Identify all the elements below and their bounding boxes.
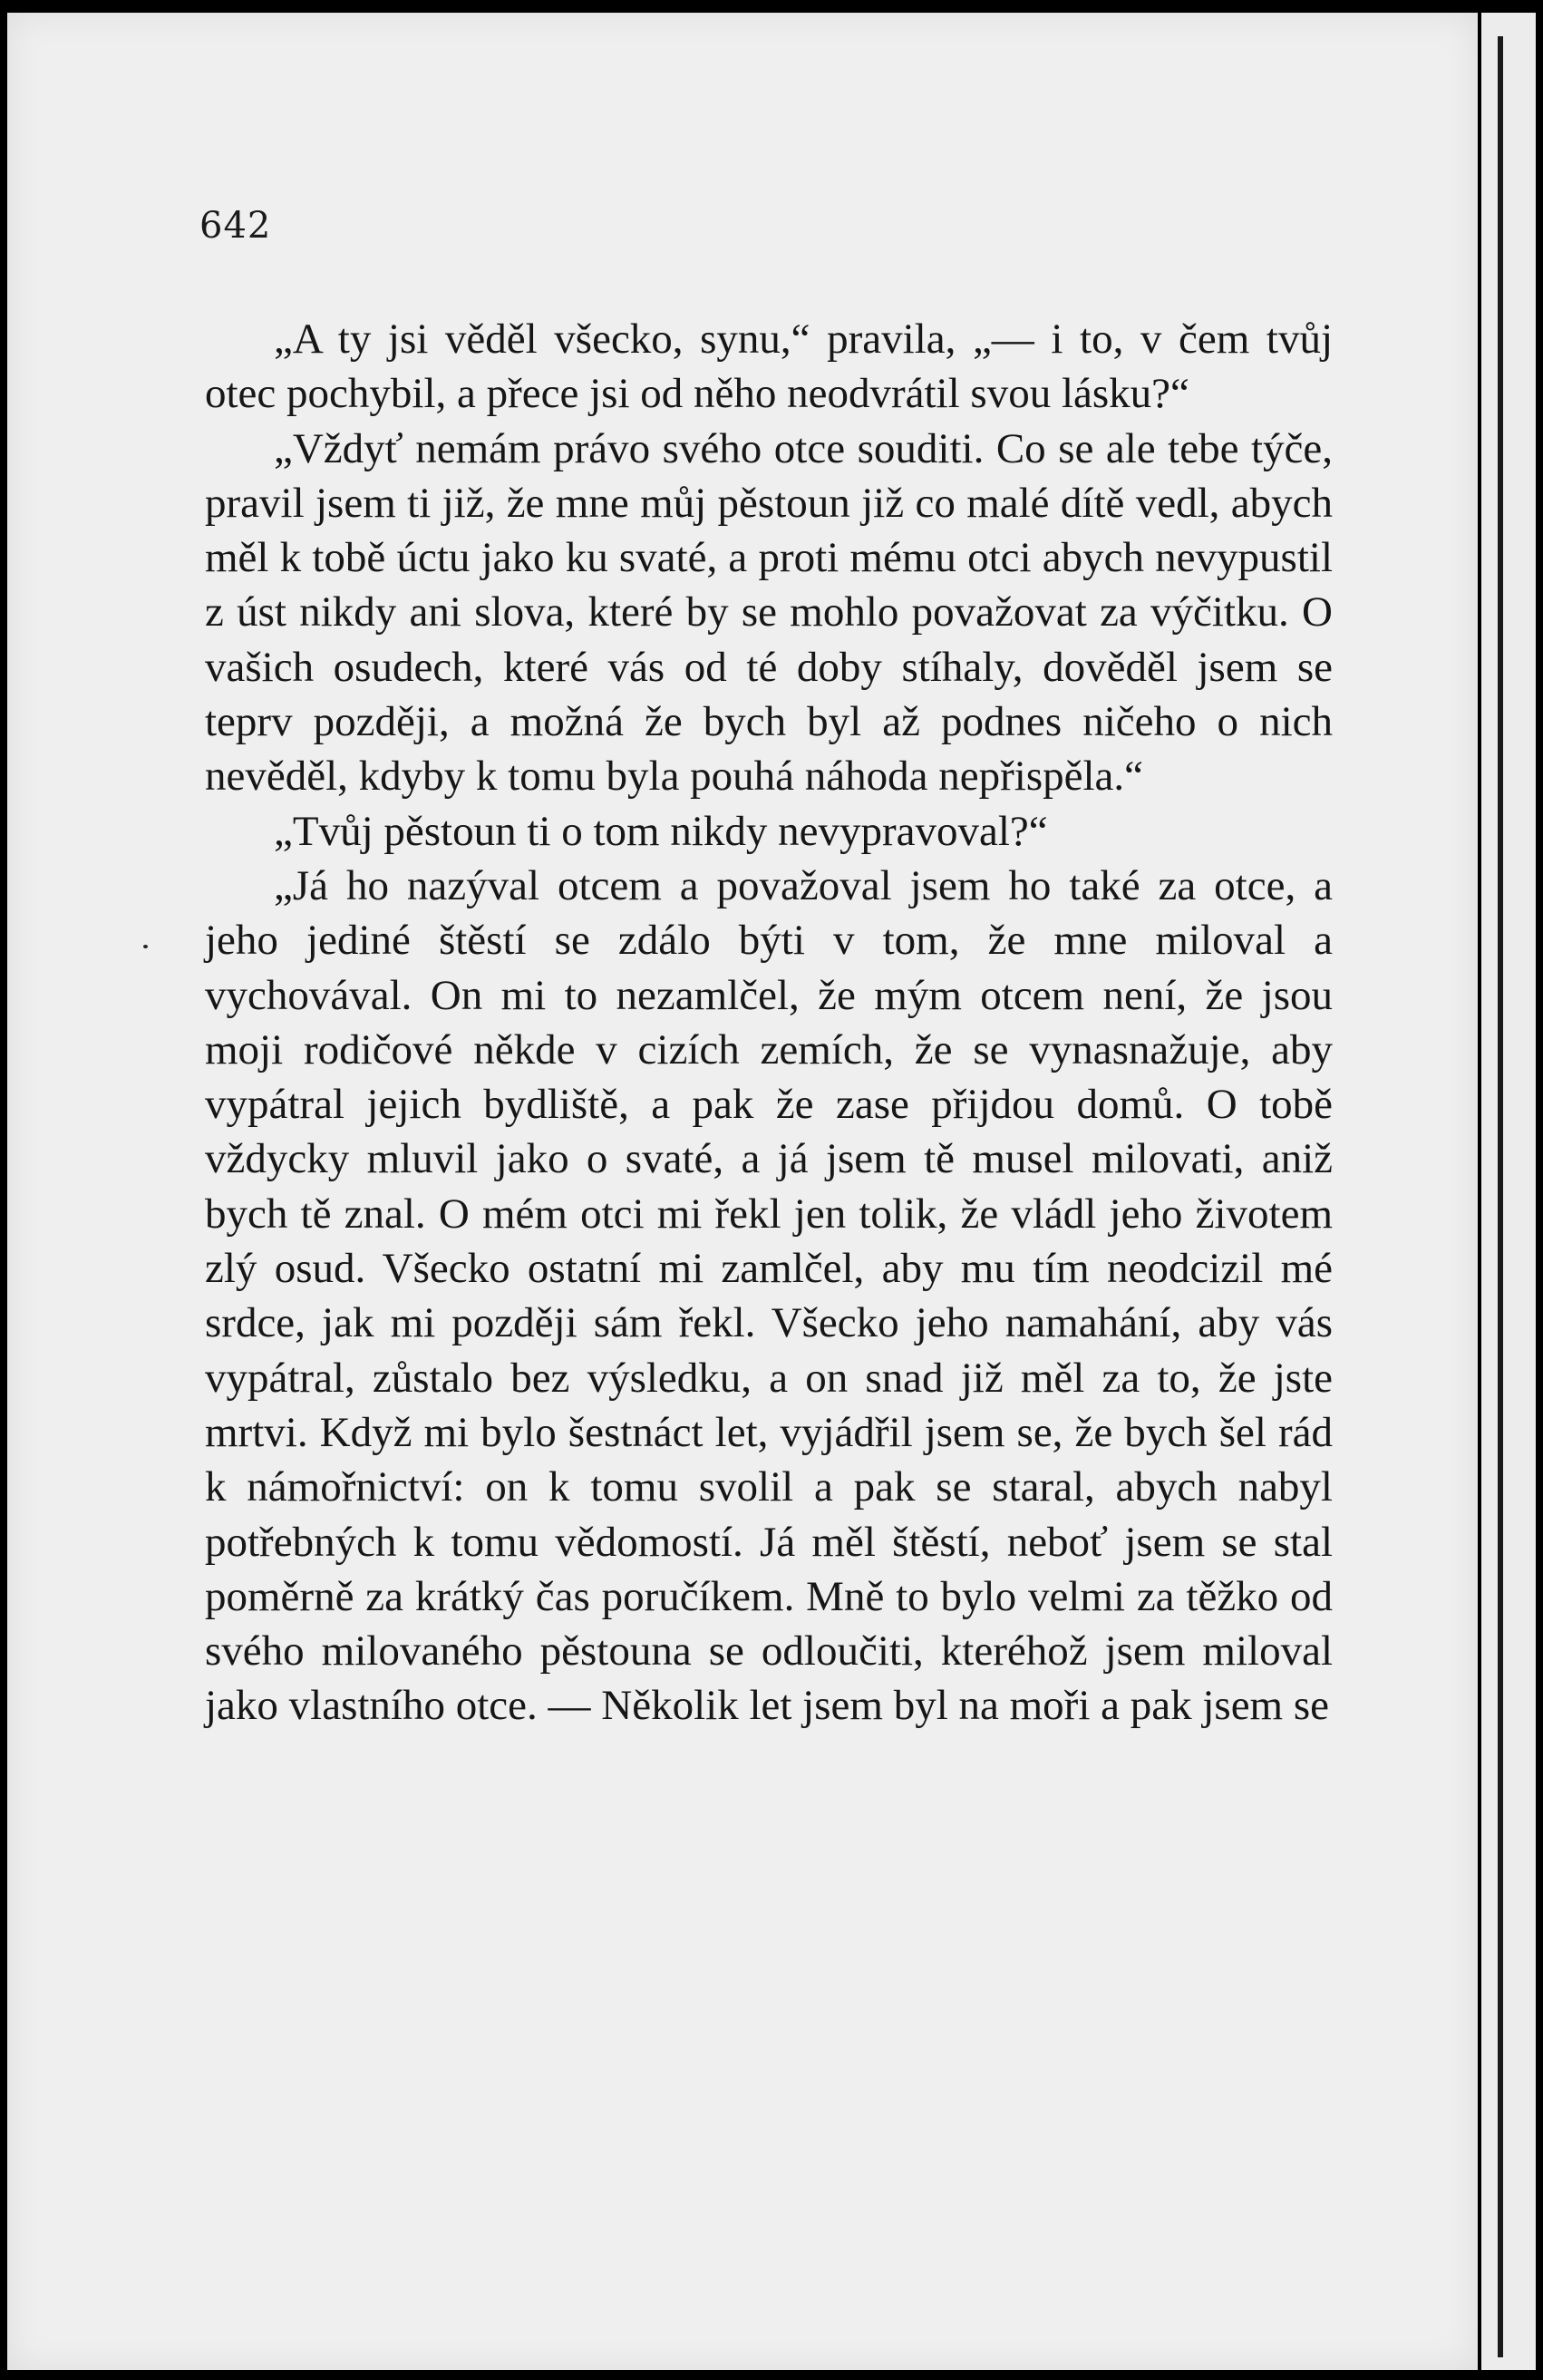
page-number: 642 <box>199 205 272 247</box>
scan-speck <box>143 945 148 948</box>
paragraph-1: „A ty jsi věděl všecko, synu,“ pravila, „— i to, v čem tvůj otec pochybil, a přece jsi od něho neodvrátil svou lásku?“ <box>205 316 1333 418</box>
body-text <box>205 312 1333 1734</box>
adjacent-page-edge <box>1481 13 1536 2370</box>
paragraph-2: „Vždyť nemám právo svého otce souditi. Co se ale tebe týče, pravil jsem ti již, že mne můj pěstoun již co malé dítě vedl, abych měl k tobě úctu jako ku svaté, a proti mému otci abych nevypustil z úst nikdy ani slova, které by se mohlo považovat za výčitku. O vašich osudech, které vás od té doby stíhaly, dověděl jsem se teprv později, a možná že bych byl až podnes ničeho o nich nevěděl, kdyby k tomu byla pouhá náhoda nepřispěla.“ <box>205 424 1333 801</box>
paragraph-4: „Já ho nazýval otcem a považoval jsem ho také za otce, a jeho jediné štěstí se zdálo býti v tom, že mne miloval a vychovával. On mi to nezamlčel, že mým otcem není, že jsou moji rodičové někde v cizích zemích, že se vynasnažuje, aby vypátral jejich bydliště, a pak že zase přijdou domů. O tobě vždycky mluvil jako o svaté, a já jsem tě musel milovati, aniž bych tě znal. O mém otci mi řekl jen tolik, že vládl jeho životem zlý osud. Všecko ostatní mi zamlčel, aby mu tím neodcizil mé srdce, jak mi později sám řekl. Všecko jeho namahání, aby vás vypátral, zůstalo bez výsledku, a on snad již měl za to, že jste mrtvi. Když mi bylo šestnáct let, vyjádřil jsem se, že bych šel rád k námořnictví: on k tomu svolil a pak se staral, abych nabyl potřebných k tomu vědomostí. Já měl štěstí, neboť jsem se stal poměrně za krátký čas poručíkem. Mně to bylo velmi za těžko od svého milovaného pěstouna se odloučiti, kteréhož jsem miloval jako vlastního otce. — Několik let jsem byl na moři a pak jsem se <box>205 861 1333 1730</box>
paragraph-3: „Tvůj pěstoun ti o tom nikdy nevypravoval?“ <box>274 807 1048 855</box>
book-page <box>7 13 1478 2370</box>
page-gutter-line <box>1498 36 1503 2357</box>
